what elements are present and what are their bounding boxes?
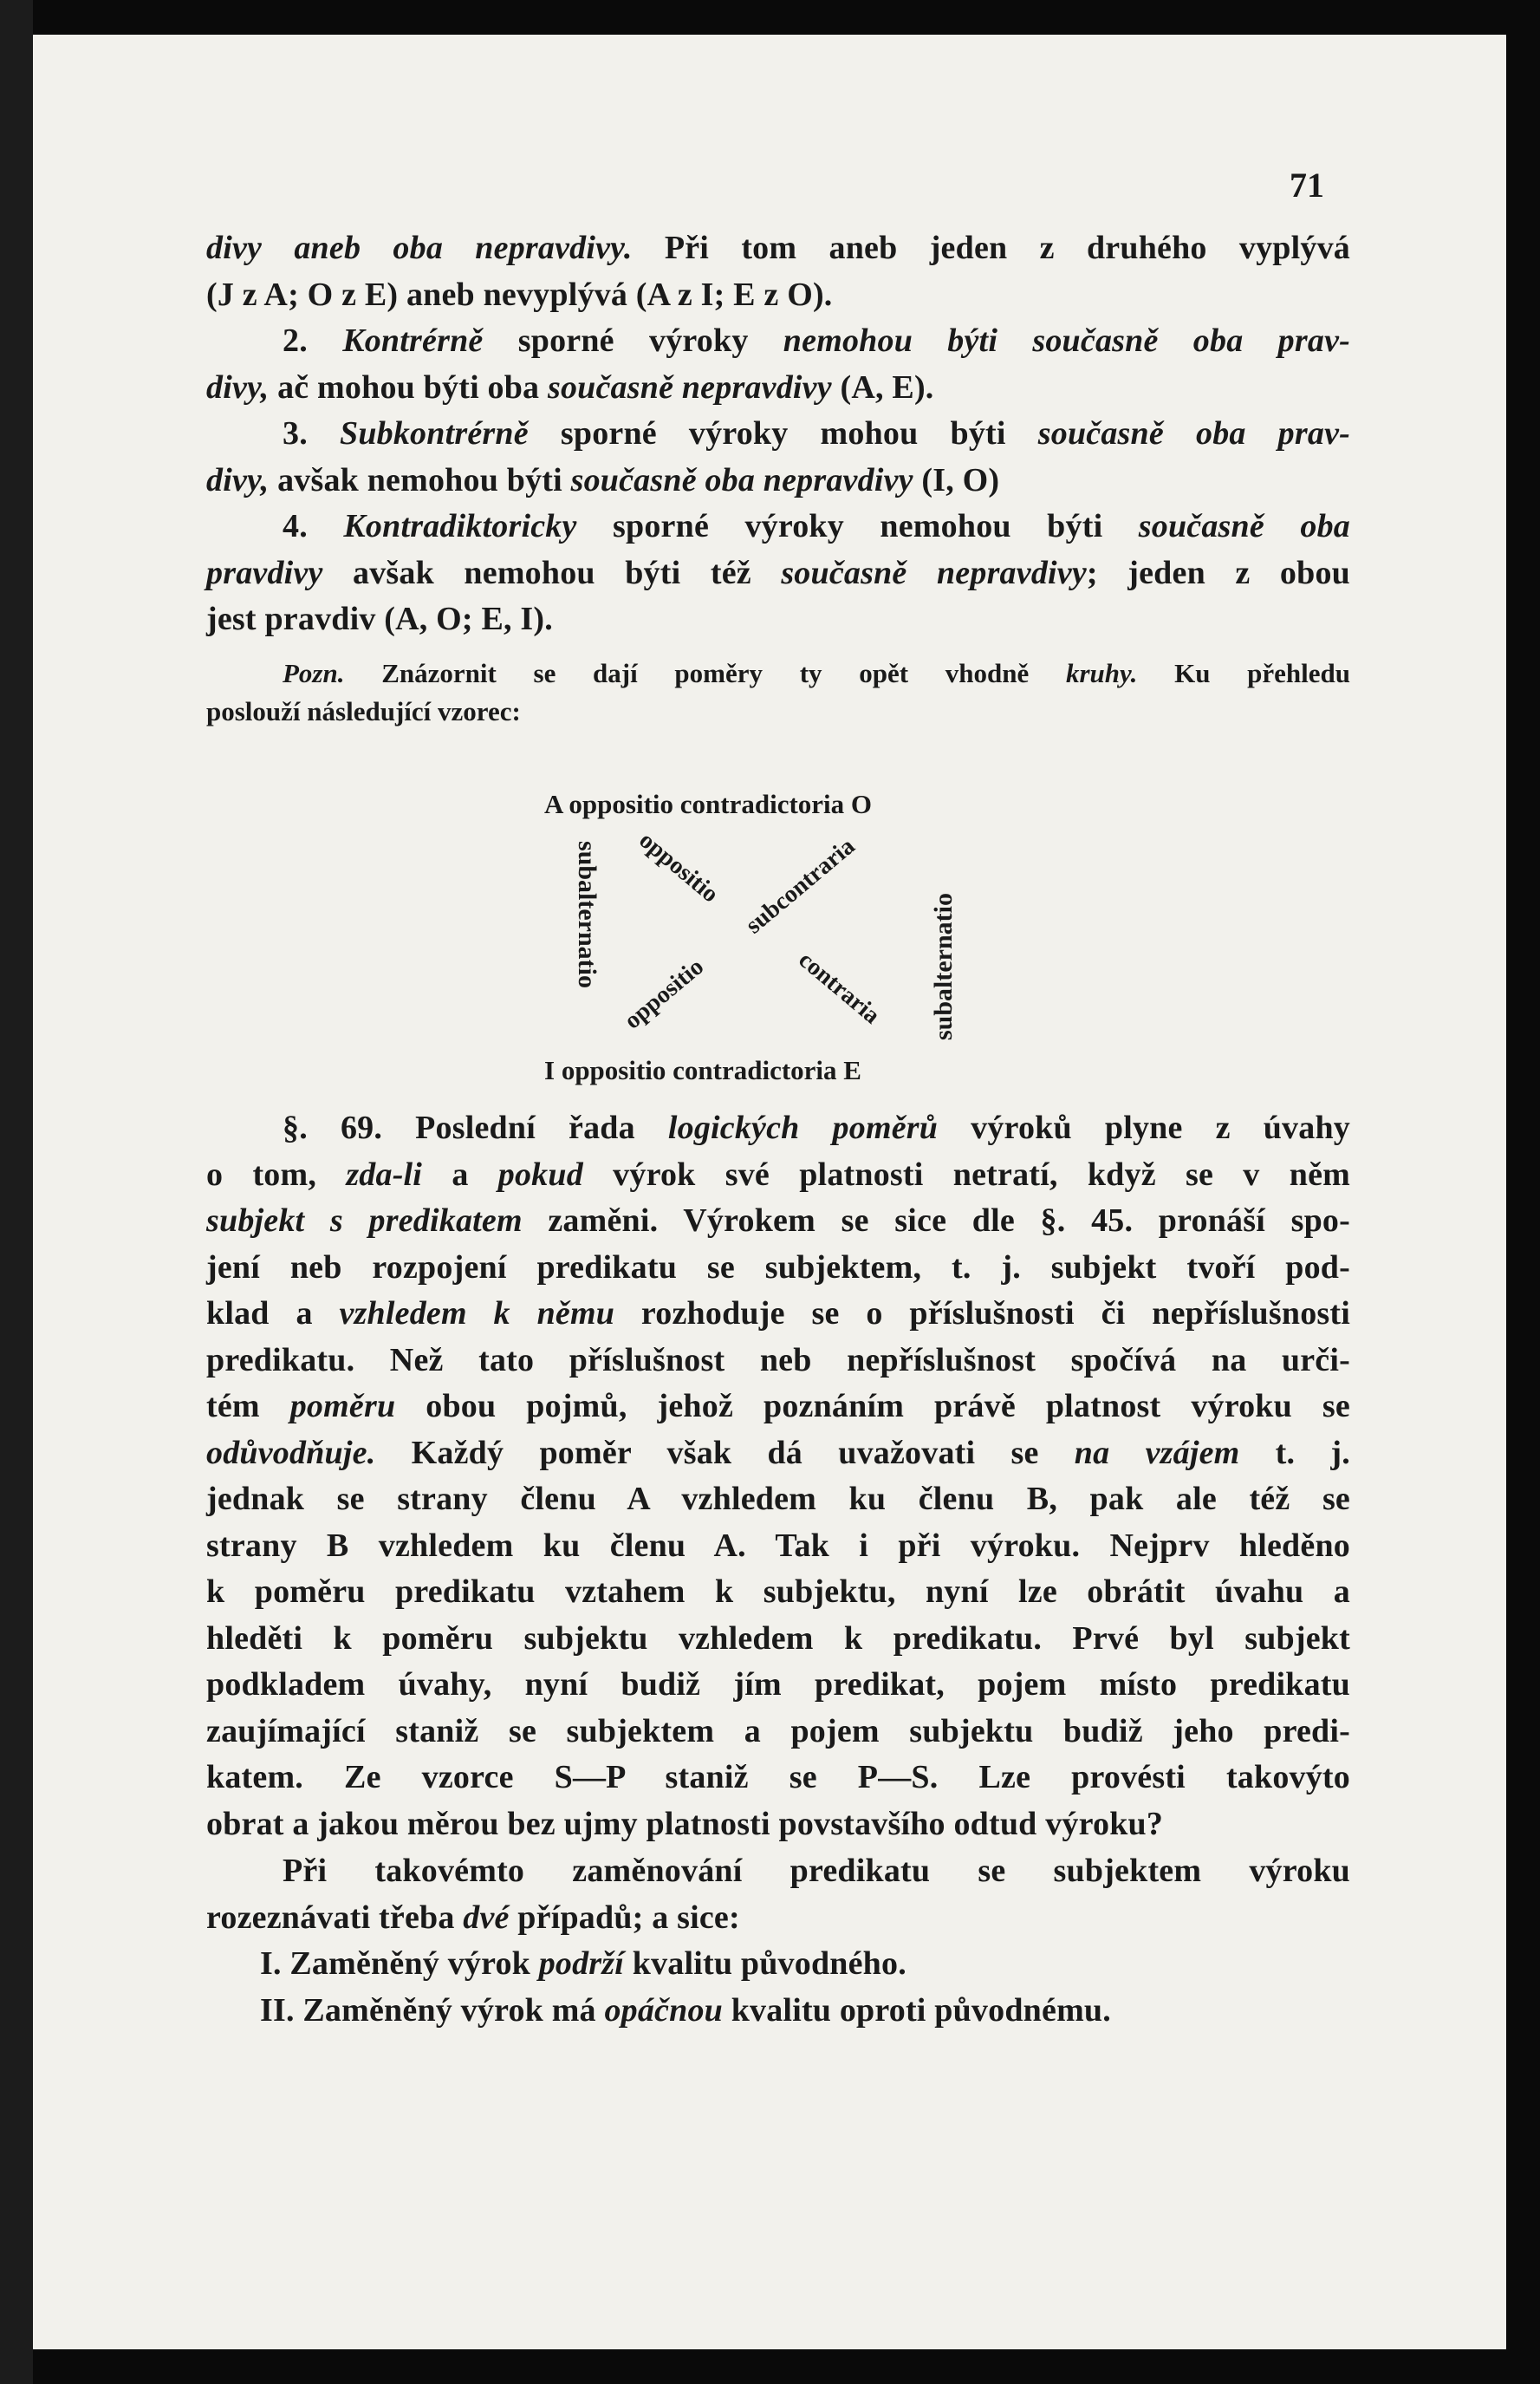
diagram-top-label: A oppositio contradictoria O [544,789,873,819]
text-span: kvalitu oproti původnému. [723,1991,1111,2029]
text-span: sporné výroky mohou býti [528,415,1038,452]
section-69-line [206,1198,1350,1245]
text-span: obou pojmů, jehož poznáním právě platnost výroku se [395,1388,1350,1424]
italic-span: divy aneb oba nepravdivy. [206,230,633,266]
italic-span: poměru [289,1388,396,1424]
text-span: obrat a jakou měrou bez ujmy platnosti povstavšího odtud výroku? [206,1805,1164,1842]
italic-span: subjekt s predikatem [206,1202,523,1239]
section-69-line [206,1245,1350,1292]
section-69-line [206,1709,1350,1755]
text-span: I. Zaměněný výrok [260,1945,539,1982]
italic-span: kruhy. [1065,658,1138,688]
para4-line1 [206,504,1350,550]
text-span: Každý poměr však dá uvažovati se [375,1434,1075,1471]
note-line2: poslouží následující vzorec: [206,696,521,726]
italic-span: na vzájem [1074,1434,1240,1471]
italic-span: současně nepravdivy [547,368,832,406]
italic-span: nemohou býti současně oba prav- [783,322,1350,359]
text-span: katem. Ze vzorce S—P staniž se P—S. Lze provésti takovýto [206,1759,1350,1795]
diagram-diag1-word2: contraria [793,946,886,1030]
text-span: zaměni. Výrokem se sice dle §. 45. pronáší spo- [522,1202,1350,1239]
text-span: tém [206,1388,290,1424]
italic-span: vzhledem k němu [339,1295,615,1332]
next-line1: Při takovémto zaměnování predikatu se subjektem výroku [283,1853,1350,1889]
diagram-diag1-word1: oppositio [634,826,724,909]
section-69 [206,1105,1350,1847]
text-span: t. j. [1239,1434,1350,1471]
italic-span: současně oba [1138,508,1350,544]
section-69-line [206,1569,1350,1616]
text-span: Ku přehledu [1137,658,1350,688]
para2-line2 [206,365,1350,412]
italic-span: divy, [206,461,270,498]
text-span: strany B vzhledem ku členu A. Tak i při výroku. Nejprv hleděno [206,1527,1350,1564]
note-line1 [206,655,1350,693]
italic-span: dvé [463,1899,510,1936]
diagram-svg [501,780,1090,1092]
text-span: II. Zaměněný výrok má [260,1991,605,2029]
text-span: sporné výroky nemohou býti [576,508,1139,544]
term: Kontradiktoricky [343,508,577,544]
diagram-left-label: subalternatio [573,841,601,989]
para3-line2 [206,458,1350,505]
text-span: Při tom aneb jeden z druhého vyplývá [632,230,1350,266]
italic-span: současně oba prav- [1037,415,1350,452]
diagram-bottom-label: I oppositio contradictoria E [544,1055,861,1085]
text-span: predikatu. Než tato příslušnost neb nepříslušnost spočívá na urči- [206,1341,1350,1378]
section-69-line [206,1755,1350,1801]
section-69-line [206,1105,1350,1152]
diagram-diag2-word1: oppositio [619,953,709,1035]
text-block-bottom [206,1848,1350,2034]
text-span: avšak nemohou býti [269,461,571,498]
item-number: 4. [283,508,308,544]
italic-span: divy, [206,368,270,406]
italic-span: současně nepravdivy [781,554,1087,591]
section-69-line [206,1616,1350,1663]
text-span: k poměru predikatu vztahem k subjektu, nyní lze obrátit úvahu a [206,1573,1350,1610]
text-span: hleděti k poměru subjektu vzhledem k predikatu. Prvé byl subjekt [206,1619,1350,1657]
page-number: 71 [1290,166,1324,205]
text-span: (I, O) [913,461,1000,498]
para3-line1 [206,411,1350,458]
text-span: jení neb rozpojení predikatu se subjektem, t. j. subjekt tvoří pod- [206,1248,1350,1286]
italic-span: logických poměrů [667,1110,939,1146]
text-span: jednak se strany členu A vzhledem ku členu B, pak ale též se [206,1481,1350,1517]
text-span: zaujímající staniž se subjektem a pojem subjektu budiž jeho predi- [206,1712,1350,1749]
section-69-line [206,1430,1350,1477]
book-page [33,35,1506,2349]
text-span: podkladem úvahy, nyní budiž jím predikat, pojem místo predikatu [206,1666,1350,1703]
italic-span: pravdivy [206,554,323,591]
text-span: (A, E). [831,368,934,406]
item-number: 3. [283,415,308,452]
text-span: rozeznávati třeba [206,1899,464,1936]
text-span: klad a [206,1295,340,1332]
text-span: výroků plyne z úvahy [938,1110,1350,1146]
item-number: 2. [283,322,308,359]
text-span: ; jeden z obou [1086,554,1350,591]
italic-span: pokud [497,1156,583,1193]
list-item-1 [206,1941,1350,1988]
section-69-line [206,1801,1350,1848]
next-line2 [206,1895,1350,1942]
book-spine-edge [0,0,33,2384]
para1-line1 [206,225,1350,272]
para4-line2 [206,550,1350,597]
term: Kontrérně [342,322,484,359]
para1-line2: (J z A; O z E) aneb nevyplývá (A z I; E z O). [206,276,833,313]
diagram-diag2-word2: subcontraria [740,832,861,940]
text-span: ač mohou býti oba [269,368,548,406]
text-block-top [206,225,1350,643]
diagram-right-label: subalternatio [929,892,958,1040]
text-span: Znázornit se dají poměry ty opět vhodně [344,658,1066,688]
text-span: rozhoduje se o příslušnosti či nepříslušnosti [614,1295,1351,1332]
italic-span: odůvodňuje. [206,1434,376,1471]
text-span: avšak nemohou býti též [322,554,782,591]
note-label: Pozn. [283,658,345,688]
para2-line1 [206,318,1350,365]
section-69-line [206,1523,1350,1570]
italic-span: podrží [538,1945,625,1982]
para4-line3: jest pravdiv (A, O; E, I). [206,601,553,637]
text-span: o tom, [206,1156,347,1193]
section-69-line [206,1152,1350,1199]
square-of-opposition-diagram [501,780,1090,1092]
section-69-line [206,1338,1350,1384]
list-item-2 [206,1988,1350,2035]
term: Subkontrérně [339,415,529,452]
note-block [206,655,1350,731]
text-span: výrok své platnosti netratí, když se v něm [582,1156,1350,1193]
text-span: a [422,1156,498,1193]
italic-span: opáčnou [604,1991,723,2029]
italic-span: zda-li [346,1156,423,1193]
section-69-line [206,1291,1350,1338]
text-span: sporné výroky [483,322,783,359]
text-span: případů; a sice: [509,1899,740,1936]
text-span: kvalitu původného. [624,1945,906,1982]
text-span: §. 69. Poslední řada [283,1110,668,1146]
section-69-line [206,1384,1350,1430]
italic-span: současně oba nepravdivy [570,461,913,498]
section-69-line [206,1662,1350,1709]
section-69-line [206,1476,1350,1523]
